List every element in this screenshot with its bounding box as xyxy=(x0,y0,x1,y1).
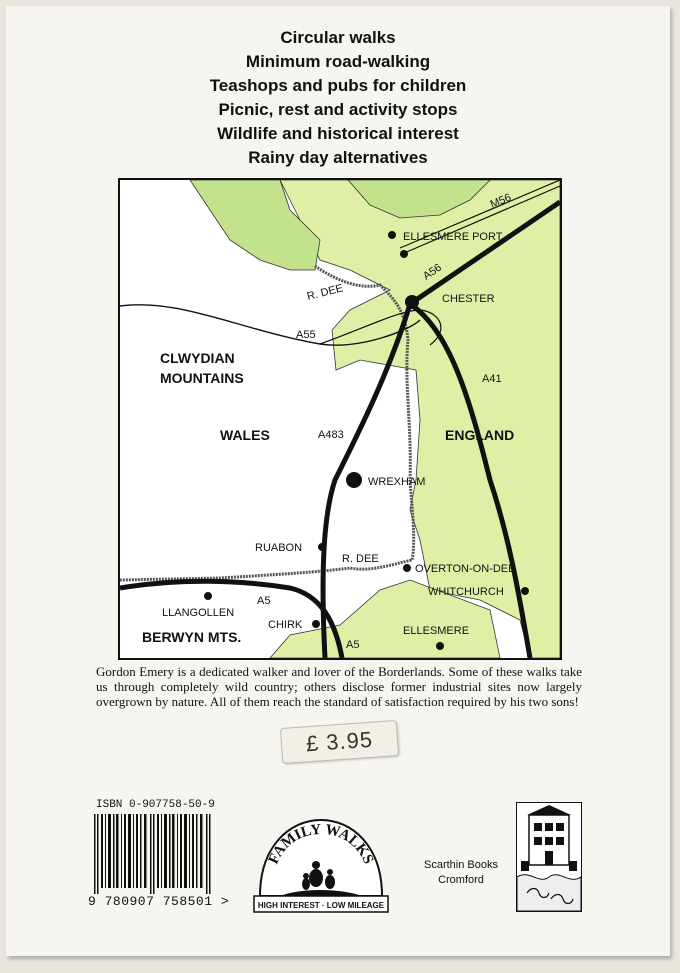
barcode xyxy=(94,814,212,894)
label-overton: OVERTON-ON-DEE xyxy=(415,563,516,575)
label-wrexham: WREXHAM xyxy=(368,476,426,488)
label-ellesmere: ELLESMERE xyxy=(403,625,470,637)
region-clwydian: CLWYDIAN xyxy=(160,350,235,366)
river-label-dee-north: R. DEE xyxy=(305,282,345,303)
feature-item: Wildlife and historical interest xyxy=(217,124,459,143)
publisher-place: Cromford xyxy=(438,874,484,886)
ruabon-dot xyxy=(318,543,326,551)
label-whitchurch: WHITCHURCH xyxy=(428,586,504,598)
road-label-m56: M56 xyxy=(488,191,513,211)
label-chirk: CHIRK xyxy=(268,619,303,631)
isbn-number: ISBN 0-907758-50-9 xyxy=(96,799,215,811)
feature-item: Rainy day alternatives xyxy=(248,148,428,167)
family-walks-logo xyxy=(250,816,392,914)
road-label-a41: A41 xyxy=(482,373,502,385)
publisher-name: Scarthin Books xyxy=(424,859,498,871)
logo-tagline: HIGH INTEREST · LOW MILEAGE xyxy=(257,901,385,910)
river-label-dee-south: R. DEE xyxy=(342,553,379,565)
label-llangollen: LLANGOLLEN xyxy=(162,607,235,619)
road-label-a56: A56 xyxy=(420,261,444,283)
ellesmere-dot xyxy=(436,642,444,650)
logo-title: FAMILY WALKS xyxy=(265,821,377,867)
region-mountains: MOUNTAINS xyxy=(160,370,244,386)
feature-item: Picnic, rest and activity stops xyxy=(218,100,458,119)
region-berwyn: BERWYN MTS. xyxy=(142,629,242,645)
publisher-info xyxy=(416,858,506,888)
ellesmere-port-dot xyxy=(388,231,396,239)
author-blurb: Gordon Emery is a dedicated walker and lover of the Borderlands. Some of these walks take us through completely wild country; others disclose former industrial sites now largely overgrown by nature. All of them reach the standard of satisfaction required by his two sons! xyxy=(96,664,582,709)
chester-dot xyxy=(405,295,419,309)
feature-list xyxy=(6,26,670,170)
region-wales: WALES xyxy=(220,427,270,443)
ellesmere-port-dot-2 xyxy=(400,250,408,258)
book-back-cover xyxy=(6,6,670,956)
llangollen-dot xyxy=(204,592,212,600)
whitchurch-dot xyxy=(521,587,529,595)
overton-dot xyxy=(403,564,411,572)
feature-item: Minimum road-walking xyxy=(245,52,431,71)
road-label-a5-south: A5 xyxy=(346,639,360,651)
label-ruabon: RUABON xyxy=(255,542,303,554)
feature-item: Teashops and pubs for children xyxy=(209,76,467,95)
map-drawing xyxy=(120,180,560,658)
barcode-number: 9 780907 758501 > xyxy=(88,894,230,909)
chirk-dot xyxy=(312,620,320,628)
label-ellesmere-port: ELLESMERE PORT xyxy=(403,231,503,243)
road-label-a55: A55 xyxy=(296,329,316,341)
area-map xyxy=(118,178,562,660)
road-label-a5-west: A5 xyxy=(257,595,271,607)
publisher-logo xyxy=(516,802,582,912)
region-england: ENGLAND xyxy=(445,427,515,443)
road-label-a483: A483 xyxy=(318,429,344,441)
wrexham-dot xyxy=(346,472,362,488)
price-sticker: £ 3.95 xyxy=(280,720,399,764)
label-chester: CHESTER xyxy=(442,293,495,305)
feature-item: Circular walks xyxy=(280,28,396,47)
